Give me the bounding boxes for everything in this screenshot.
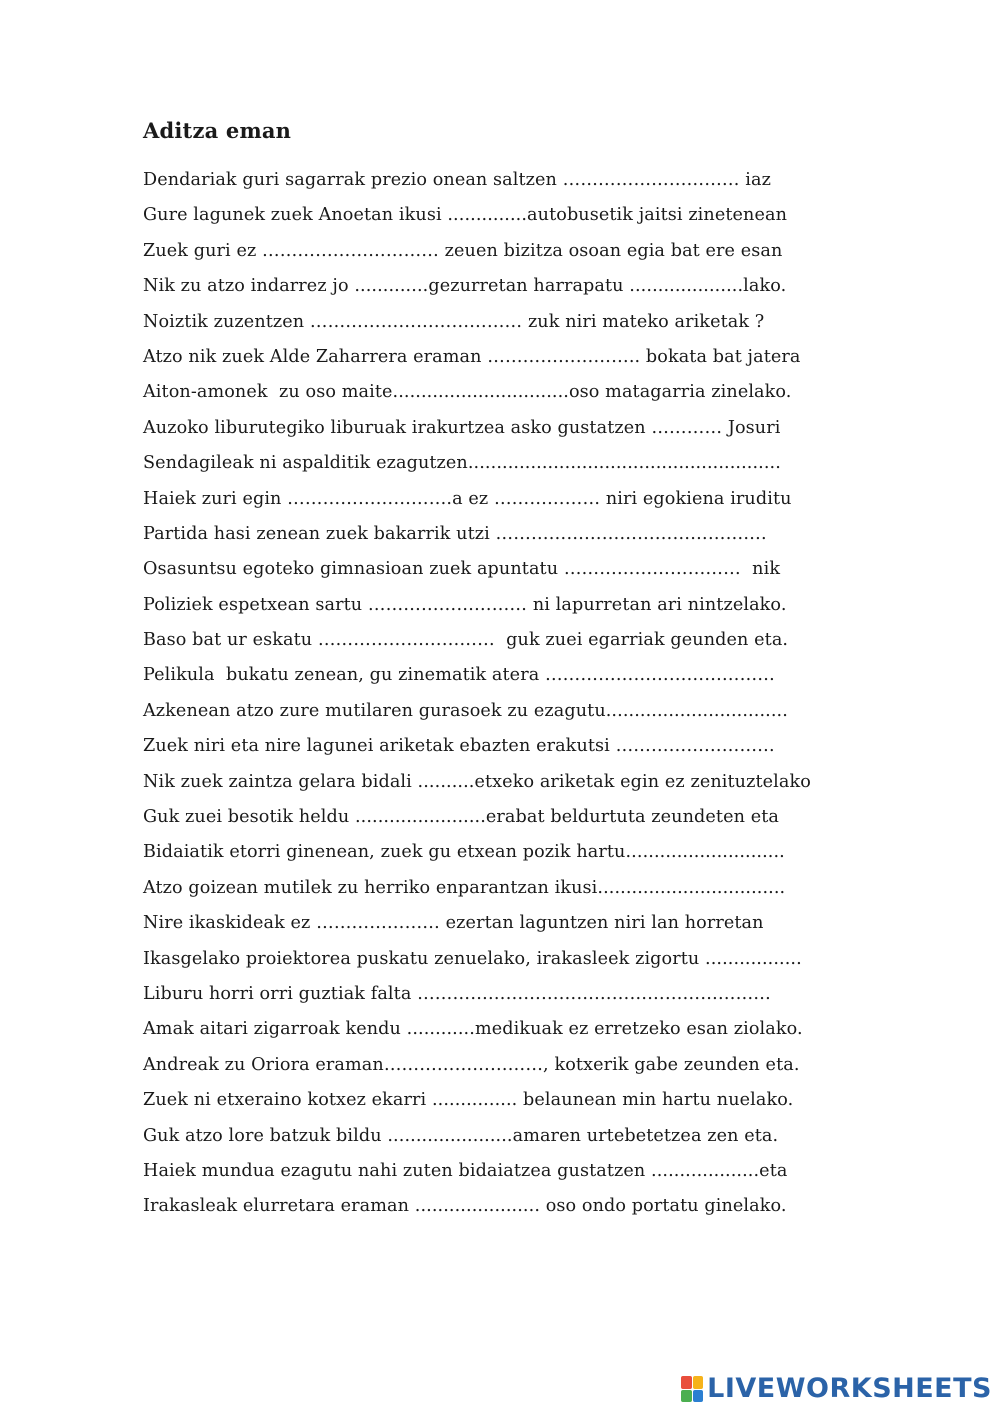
sentence-line: Zuek ni etxeraino kotxez ekarri ............... belaunean min hartu nuelako. xyxy=(143,1090,794,1111)
sentence-line: Haiek mundua ezagutu nahi zuten bidaiatzea gustatzen ...................eta xyxy=(143,1160,788,1181)
sentence-line: Atzo nik zuek Alde Zaharrera eraman …………………….. bokata bat jatera xyxy=(143,346,801,367)
sentence-line: Azkenean atzo zure mutilaren gurasoek zu ezagutu................................ xyxy=(143,700,788,721)
sentence-line: Nik zuek zaintza gelara bidali ..........etxeko ariketak egin ez zenituztelako xyxy=(143,771,811,792)
sentence-line: Baso bat ur eskatu ………………………… guk zuei egarriak geunden eta. xyxy=(143,630,789,651)
sentence-line: Zuek guri ez ………………………… zeuen bizitza osoan egia bat ere esan xyxy=(143,240,783,261)
sentence-line: Bidaiatik etorri ginenean, zuek gu etxean pozik hartu............................ xyxy=(143,842,785,863)
sentence-line: Dendariak guri sagarrak prezio onean saltzen ………………………… iaz xyxy=(143,170,771,190)
sentence-line: Guk atzo lore batzuk bildu ......................amaren urtebetetzea zen eta. xyxy=(143,1125,779,1146)
sentence-line: Amak aitari zigarroak kendu ............medikuak ez erretzeko esan ziolako. xyxy=(143,1019,803,1040)
logo-square xyxy=(693,1390,704,1403)
sentence-line: Poliziek espetxean sartu ……………………… ni lapurretan ari nintzelako. xyxy=(143,594,787,615)
sentence-line: Atzo goizean mutilek zu herriko enparantzan ikusi................................. xyxy=(143,877,786,898)
sentence-line: Auzoko liburutegiko liburuak irakurtzea asko gustatzen ………… Josuri xyxy=(143,417,781,438)
sentence-line: Andreak zu Oriora eraman………………………, kotxerik gabe zeunden eta. xyxy=(143,1054,800,1075)
logo-text: LIVEWORKSHEETS xyxy=(707,1373,992,1404)
sentence-line: Gure lagunek zuek Anoetan ikusi ..............autobusetik jaitsi zinetenean xyxy=(143,205,788,226)
sentence-line: Sendagileak ni aspalditik ezagutzen....................................................... xyxy=(143,453,781,474)
liveworksheets-logo[interactable] xyxy=(681,1371,992,1407)
sentence-line: Pelikula bukatu zenean, gu zinematik atera ………………………………… xyxy=(143,665,776,686)
sentence-line: Osasuntsu egoteko gimnasioan zuek apuntatu ………………………… nik xyxy=(143,559,781,580)
sentence-line: Guk zuei besotik heldu .......................erabat beldurtuta zeundeten eta xyxy=(143,807,779,828)
sentence-line: Liburu horri orri guztiak falta …………………………………………………… xyxy=(143,983,771,1004)
sentence-line: Nire ikaskideak ez ………………… ezertan laguntzen niri lan horretan xyxy=(143,913,764,934)
sentence-line: Partida hasi zenean zuek bakarrik utzi ………………………………………. xyxy=(143,523,767,544)
logo-square xyxy=(693,1376,704,1389)
sentence-line: Zuek niri eta nire lagunei ariketak ebazten erakutsi ……………………… xyxy=(143,736,775,757)
logo-square xyxy=(681,1376,692,1389)
sentence-line: Noiztik zuzentzen ……………………………… zuk niri mateko ariketak ? xyxy=(143,311,765,332)
sentence-line: Aiton-amonek zu oso maite...............................oso matagarria zinelako. xyxy=(143,382,792,403)
sentence-line: Ikasgelako proiektorea puskatu zenuelako, irakasleek zigortu ................. xyxy=(143,948,802,969)
logo-square xyxy=(681,1390,692,1403)
sentence-line: Irakasleak elurretara eraman ...................... oso ondo portatu ginelako. xyxy=(143,1196,787,1217)
sentence-list xyxy=(143,163,903,1225)
sentence-line: Nik zu atzo indarrez jo .............gezurretan harrapatu ....................lako. xyxy=(143,276,787,297)
logo-mark-icon xyxy=(681,1376,703,1402)
page-title: Aditza eman xyxy=(143,118,292,143)
sentence-line: Haiek zuri egin ……………………….a ez ……………… niri egokiena iruditu xyxy=(143,488,792,509)
